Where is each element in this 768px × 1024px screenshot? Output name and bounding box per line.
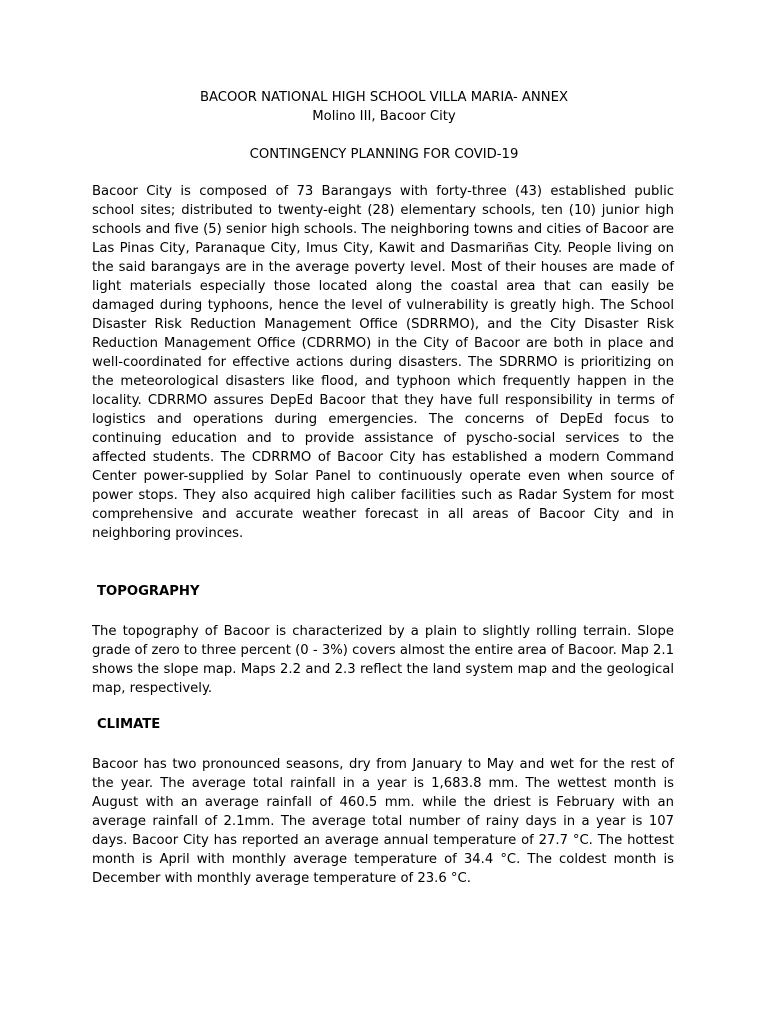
school-name-heading: BACOOR NATIONAL HIGH SCHOOL VILLA MARIA- ANNEX: [199, 90, 569, 105]
document-title: CONTINGENCY PLANNING FOR COVID-19: [249, 147, 519, 162]
school-location: Molino III, Bacoor City: [312, 109, 456, 124]
climate-paragraph: Bacoor has two pronounced seasons, dry from January to May and wet for the rest of the year. The average total rainfall in a year is 1,683.8 mm. The wettest month is August with an average rainfall of 460.5 mm. while the driest is February with an average rainfall of 2.1mm. The average total number of rainy days in a year is 107 days. Bacoor City has reported an average annual temperature of 27.7 °C. The hottest month is April with monthly average temperature of 34.4 °C. The coldest month is December with monthly average temperature of 23.6 °C.: [92, 757, 674, 886]
intro-paragraph: Bacoor City is composed of 73 Barangays with forty-three (43) established public school sites; distributed to twenty-eight (28) elementary schools, ten (10) junior high schools and five (5) senior high schools. The neighboring towns and cities of Bacoor are Las Pinas City, Paranaque City, Imus City, Kawit and Dasmariñas City. People living on the said barangays are in the average poverty level. Most of their houses are made of light materials especially those located along the coastal area that can easily be damaged during typhoons, hence the level of vulnerability is greatly high. The School Disaster Risk Reduction Management Office (SDRRMO), and the City Disaster Risk Reduction Management Office (CDRRMO) in the City of Bacoor are both in place and well-coordinated for effective actions during disasters. The SDRRMO is prioritizing on the meteorological disasters like flood, and typhoon which frequently happen in the locality. CDRRMO assures DepEd Bacoor that they have full responsibility in terms of logistics and operations during emergencies. The concerns of DepEd focus to continuing education and to provide assistance of pyscho-social services to the affected students. The CDRRMO of Bacoor City has established a modern Command Center power-supplied by Solar Panel to continuously operate even when source of power stops. They also acquired high caliber facilities such as Radar System for most comprehensive and accurate weather forecast in all areas of Bacoor City and in neighboring provinces.: [92, 184, 674, 541]
climate-heading: CLIMATE: [97, 717, 161, 732]
topography-paragraph: The topography of Bacoor is characterized by a plain to slightly rolling terrain. Slope grade of zero to three percent (0 - 3%) covers almost the entire area of Bacoor. Map 2.1 shows the slope map. Maps 2.2 and 2.3 reflect the land system map and the geological map, respectively.: [92, 624, 674, 696]
topography-heading: TOPOGRAPHY: [97, 584, 200, 599]
